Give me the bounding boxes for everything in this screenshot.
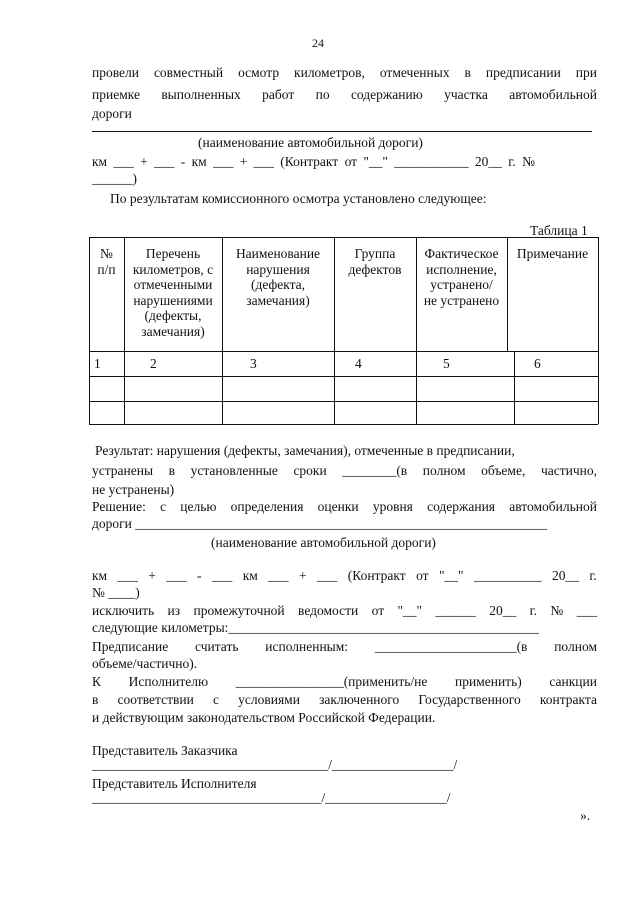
word: (Контракт [347,568,406,583]
customer-signature-line: ___________________________________/__________________/ [92,757,458,772]
word: совместный [153,65,224,80]
legislation-line: и действующим законодательством Российской Федерации. [92,710,436,725]
road-name-underline [92,131,592,132]
decision-km-line [92,568,597,584]
page-number: 24 [312,36,324,50]
word: - [197,568,202,583]
word: автомобильной [509,499,597,514]
table-header-bottom [89,351,598,352]
word: целью [180,499,217,514]
word: г. [529,603,538,618]
word: объеме, [481,463,526,478]
conformity-line [92,692,597,708]
word: выполненных [161,87,241,102]
header-cell-km-list: Перечень километров, с отмеченными нарушениями (дефекты, замечания) [132,246,214,339]
decision-km-line-end: № ____) [92,585,140,600]
word: полном [554,639,597,654]
word: участка [444,87,488,102]
contractor-signature-line: __________________________________/__________________/ [92,790,451,805]
word: сроки [293,463,327,478]
word: ________(в [342,463,408,478]
word: Исполнителю [128,674,209,689]
km-line: км ___ + ___ - км ___ + ___ (Контракт от "__" ___________ 20__ г. № [92,154,535,169]
header-cell-defect-group: Группа дефектов [348,246,402,277]
word: № [550,603,564,618]
table-border-top [89,237,598,238]
prescription-line [92,639,597,655]
column-number: 3 [250,356,257,371]
table-row-divider [89,401,598,402]
word: санкции [549,674,597,689]
word: + [298,568,307,583]
word: с [212,692,219,707]
road-name-caption: (наименование автомобильной дороги) [198,135,423,150]
word: 20__ [551,568,579,583]
word: ___ [268,568,289,583]
table-border-bottom [89,424,598,425]
word: с [160,499,167,514]
word: ___ [576,603,597,618]
result-line-3: не устранены) [92,482,175,497]
column-number: 2 [150,356,157,371]
word: ___ [212,568,233,583]
header-cell-violation-name: Наименование нарушения (дефекта, замечания) [235,246,321,308]
decision-line-1 [92,499,597,515]
word: приемке [92,87,140,102]
km-line-end: ______) [92,171,137,186]
intro-line-3: дороги [92,106,132,121]
customer-representative-label: Представитель Заказчика [92,743,238,758]
decision-road-caption: (наименование автомобильной дороги) [211,535,436,550]
word: по [315,87,330,102]
word: установленные [190,463,278,478]
word: __________ [474,568,542,583]
word: содержанию [350,87,423,102]
word: км [92,568,108,583]
word: ______ [435,603,476,618]
word: К [92,674,102,689]
contractor-sanction-line [92,674,597,690]
word: ведомости [298,603,359,618]
result-line-1: Результат: нарушения (дефекты, замечания), отмеченные в предписании, [95,443,515,458]
word: заключенного [319,692,400,707]
word: оценки [317,499,359,514]
word: автомобильной [509,87,597,102]
word: из [167,603,181,618]
closing-quote: ». [580,808,591,823]
word: от [371,603,385,618]
word: исключить [92,603,155,618]
intro-line-1 [92,65,597,81]
word: "__" [439,568,464,583]
word: осмотр [238,65,280,80]
word: 20__ [489,603,517,618]
word: частично, [540,463,597,478]
word: Предписание [92,639,169,654]
word: полном [422,463,466,478]
exclude-line [92,603,597,619]
word: в [464,65,471,80]
prescription-end: объеме/частично). [92,656,198,671]
word: считать [195,639,239,654]
word: Государственного [418,692,521,707]
word: в [168,463,176,478]
word: г. [589,568,597,583]
word: работ [262,87,295,102]
word: "__" [397,603,423,618]
intro-line-2 [92,87,597,103]
decision-line-2: дороги _____________________________________________________________ [92,516,548,531]
word: отмеченных [379,65,450,80]
word: ___ [117,568,138,583]
table-col-line [514,351,515,424]
word: предписании [485,65,561,80]
word: содержания [427,499,496,514]
word: контракта [539,692,597,707]
word: провели [92,65,139,80]
word: в [92,692,99,707]
word: определения [230,499,304,514]
results-intro: По результатам комиссионного осмотра установлено следующее: [110,191,487,206]
word: ___ [317,568,338,583]
word: применить) [455,674,522,689]
word: + [148,568,156,583]
header-cell-actual-status: Фактическое исполнение, устранено/ не устранено [423,246,500,308]
table-row-divider [89,376,598,377]
next-km-line: следующие километры:______________________________________________ [92,620,539,635]
table-caption: Таблица 1 [530,223,588,238]
word: от [416,568,429,583]
column-number: 1 [94,356,101,371]
word: ________________(применить/не [235,674,428,689]
word: ___ [166,568,187,583]
word: условиями [238,692,300,707]
word: исполненным: [265,639,349,654]
word: промежуточной [193,603,285,618]
word: уровня [372,499,413,514]
column-number: 6 [534,356,541,371]
column-number: 4 [355,356,362,371]
result-line-2 [92,463,597,479]
word: км [242,568,258,583]
word: соответствии [117,692,194,707]
word: при [575,65,597,80]
word: километров, [294,65,365,80]
header-cell-note: Примечание [516,246,589,261]
column-number: 5 [443,356,450,371]
word: Решение: [92,499,146,514]
word: устранены [92,463,154,478]
word: _____________________(в [374,639,528,654]
header-cell-number: № п/п [97,246,116,277]
table-col-line [598,237,599,424]
contractor-representative-label: Представитель Исполнителя [92,776,257,791]
